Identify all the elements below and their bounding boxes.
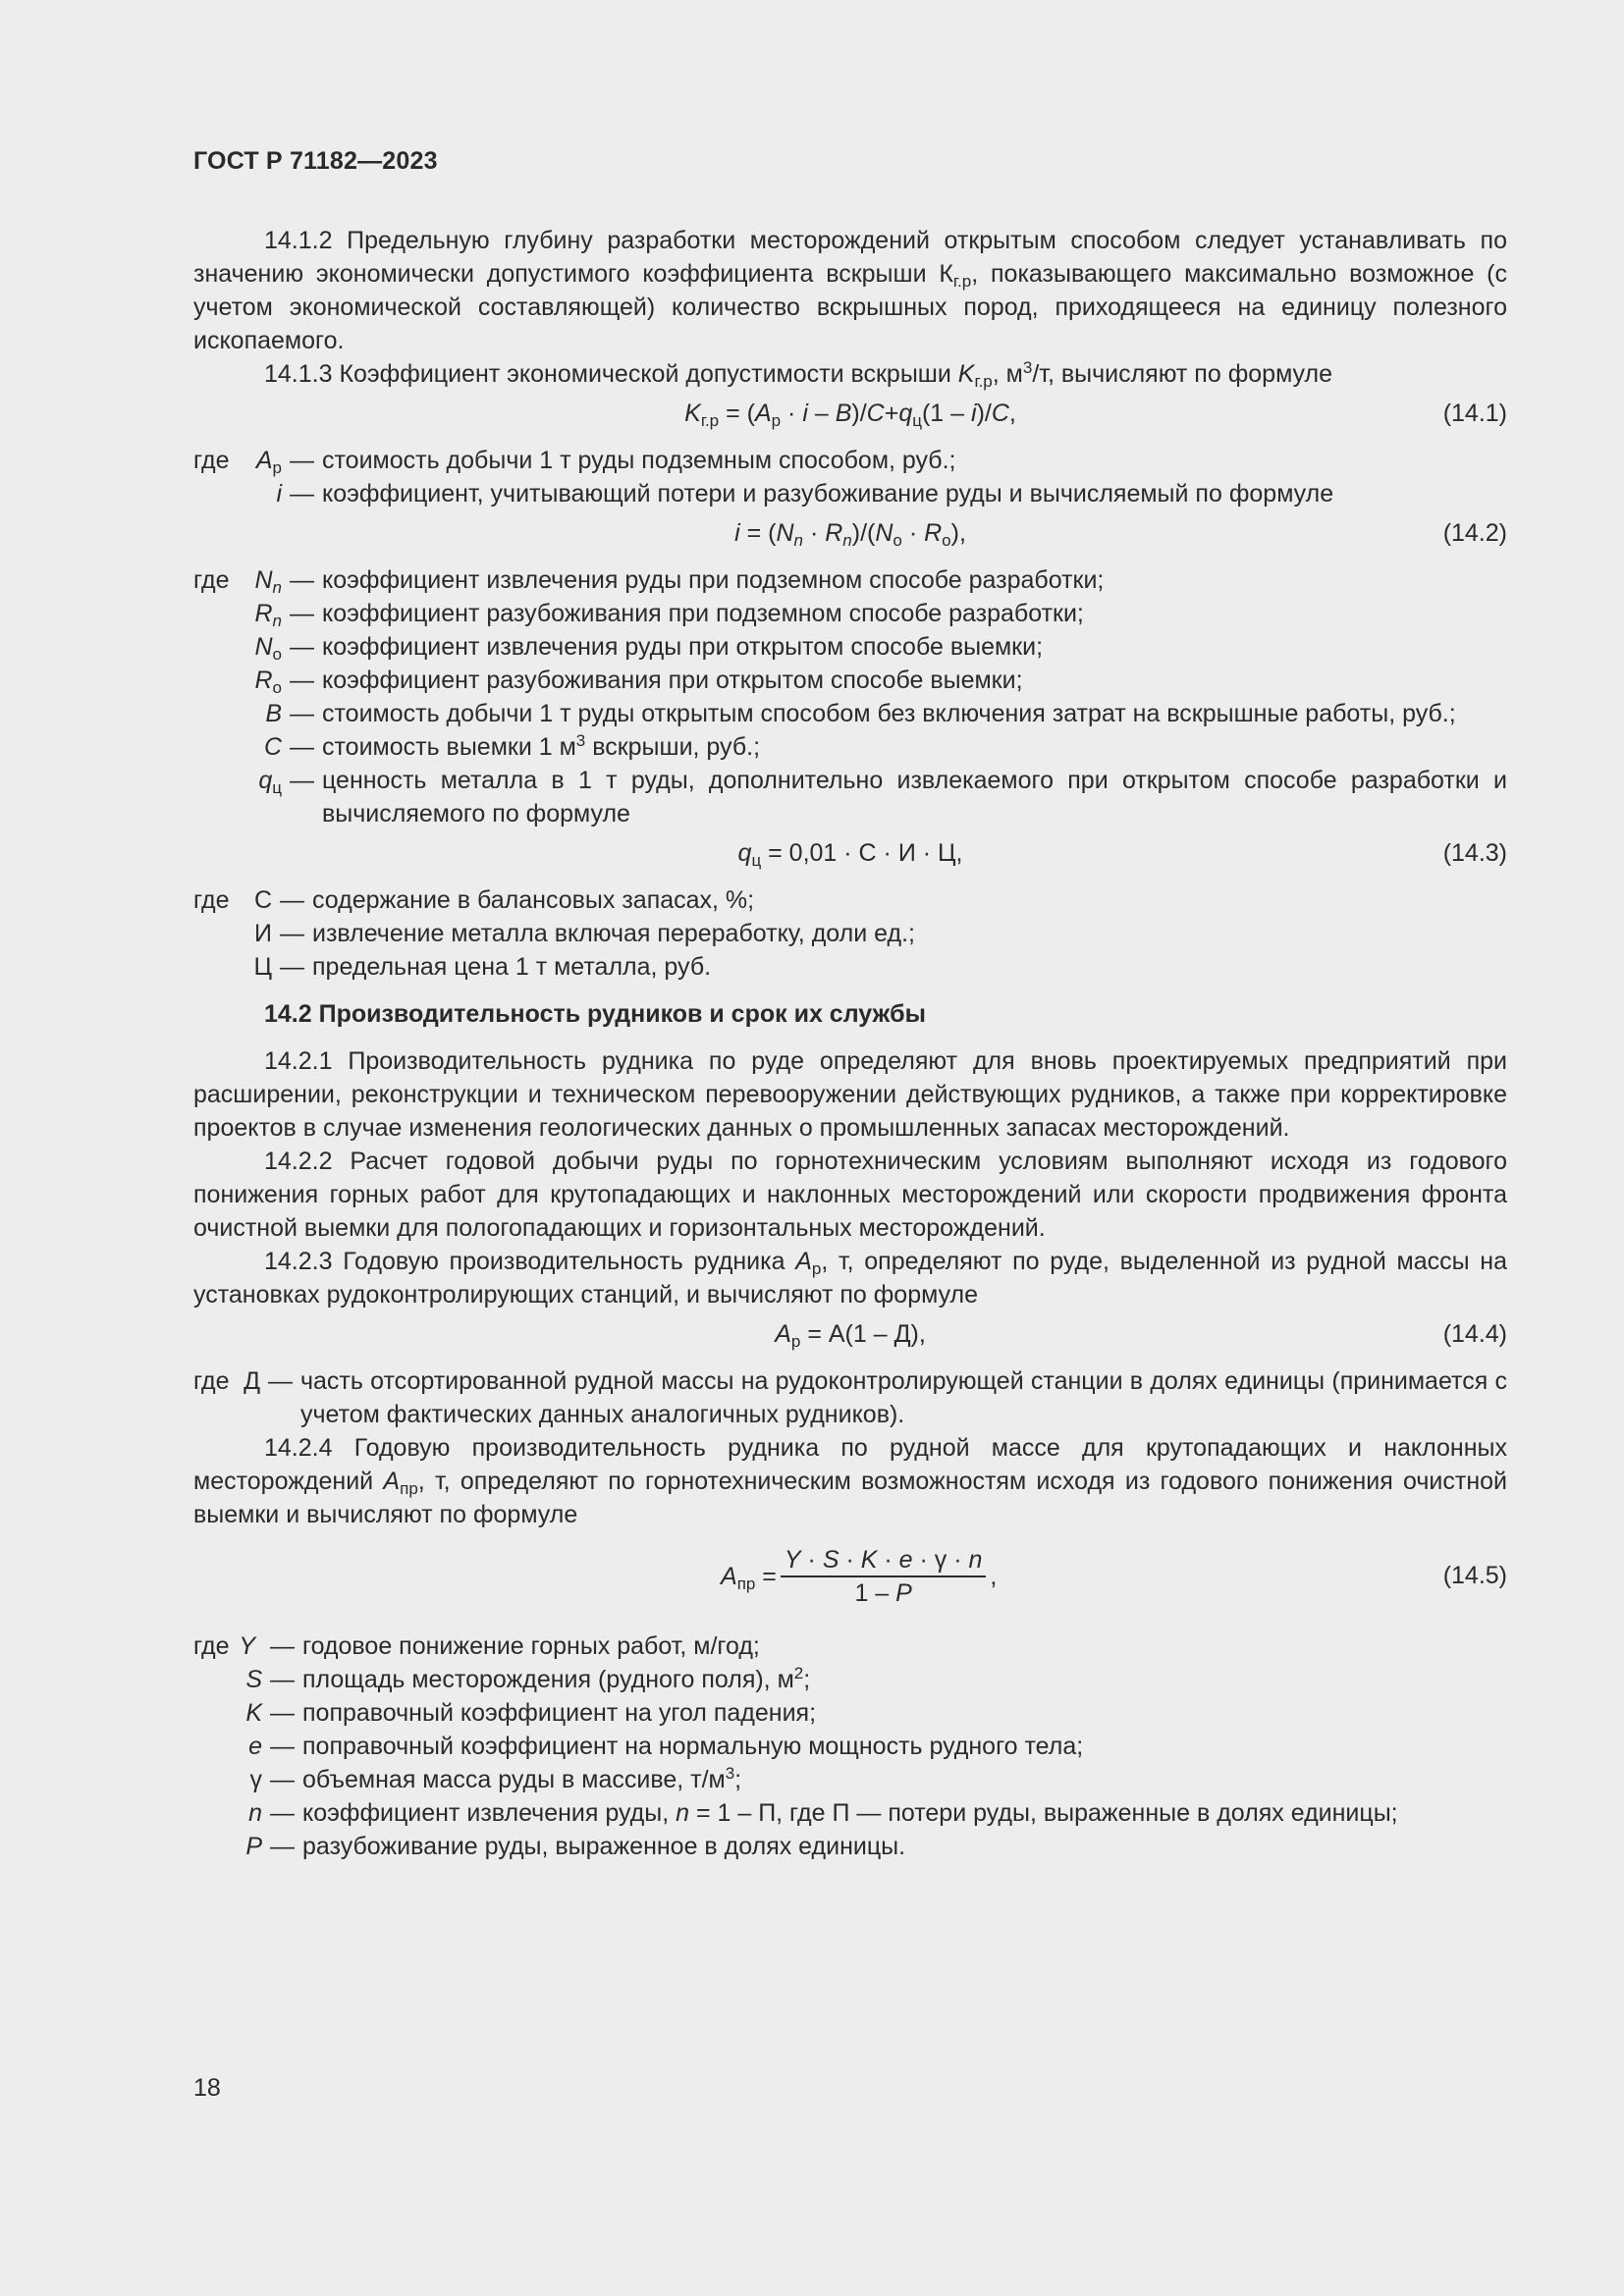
definition-item: где Д — часть отсортированной рудной массы на рудоконтролирующей станции в долях единицы (принимается с учетом фактических данных аналогичных рудников). <box>193 1367 1507 1428</box>
definition-item: $N_о$ — коэффициент извлечения руды при открытом способе выемки; <box>254 633 1044 664</box>
document-header: ГОСТ Р 71182—2023 <box>193 147 438 175</box>
formula-14-2: $i = (N_n \cdot R_n)/(N_о \cdot R_о)$, (14.2) <box>193 516 1507 550</box>
document-body <box>193 224 1507 1863</box>
formula-14-1: $K_{г.р} = (A_р \cdot i - B)/C+q_ц(1 - i)/C$, (14.1) <box>193 397 1507 430</box>
definition-item: i — коэффициент, учитывающий потери и разубоживание руды и вычисляемый по формуле <box>276 480 1334 507</box>
definitions-14-1 <box>193 444 1507 510</box>
formula-number: (14.1) <box>1442 400 1507 427</box>
formula-14-5: $A_{пр}$ = $\frac{Y \cdot S \cdot K \cdot e \cdot \gamma \cdot n}{1 - P}$ , (14.5) <box>721 1546 1507 1607</box>
definition-item: $q_ц$ — ценность металла в 1 т руды, дополнительно извлекаемого при открытом способе разработки и вычисляемого по формуле <box>258 767 1507 828</box>
definition-item: $R_n$ — коэффициент разубоживания при подземном способе разработки; <box>254 600 1084 630</box>
definitions-14-4 <box>193 1364 1507 1431</box>
section-heading-14-2: 14.2 Производительность рудников и срок их службы <box>264 1000 926 1028</box>
formula-14-3: $q_ц = 0,01 \cdot С \cdot И \cdot Ц$, (14.3) <box>193 836 1507 870</box>
definition-item: e — поправочный коэффициент на нормальную мощность рудного тела; <box>248 1733 1084 1760</box>
formula-number: (14.4) <box>1442 1320 1507 1348</box>
formula-number: (14.5) <box>1442 1562 1507 1589</box>
definitions-14-3 <box>193 883 1507 984</box>
formula-number: (14.3) <box>1442 839 1507 867</box>
formula-14-4: $A_р = А(1 - Д)$, (14.4) <box>193 1317 1507 1351</box>
definition-item: n — коэффициент извлечения руды, n = 1 – П, где П — потери руды, выраженные в долях единицы; <box>248 1799 1398 1827</box>
definition-item: $R_о$ — коэффициент разубоживания при открытом способе выемки; <box>254 667 1023 697</box>
formula-number: (14.2) <box>1442 519 1507 547</box>
paragraph-14-2-4: 14.2.4 Годовую производительность рудника по рудной массе для крутопадающих и наклонных месторождений $A_{пр}$, т, определяют по горнотехническим возможностям исходя из годового понижения очистной выемки и вычисляют по формуле <box>193 1434 1507 1528</box>
paragraph-14-2-3: 14.2.3 Годовую производительность рудника $A_р$, т, определяют по руде, выделенной из рудной массы на установках рудоконтролирующих станций, и вычисляют по формуле <box>193 1248 1507 1308</box>
definition-item: Ц — предельная цена 1 т металла, руб. <box>253 953 712 981</box>
paragraph-14-2-1: 14.2.1 Производительность рудника по руде определяют для вновь проектируемых предприятий при расширении, реконструкции и техническом перевооружении действующих рудников, а также при корректировке проектов в случае изменения геологических данных о промышленных запасах месторождений. <box>193 1047 1507 1142</box>
definition-item: P — разубоживание руды, выраженное в долях единицы. <box>245 1833 906 1860</box>
definition-item: где С — содержание в балансовых запасах, %; <box>193 886 755 914</box>
definition-item: γ — объемная масса руды в массиве, $т/м^3$; <box>249 1764 742 1793</box>
page-number: 18 <box>193 2074 221 2102</box>
definition-item: где $N_n$ — коэффициент извлечения руды при подземном способе разработки; <box>193 566 1105 597</box>
definition-item: где Y — годовое понижение горных работ, м/год; <box>193 1632 760 1660</box>
definition-item: где $A_р$ — стоимость добычи 1 т руды подземным способом, руб.; <box>193 447 956 477</box>
definitions-14-5 <box>193 1629 1507 1863</box>
definition-item: B — стоимость добычи 1 т руды открытым способом без включения затрат на вскрышные работы, руб.; <box>265 700 1456 727</box>
paragraph-14-2-2: 14.2.2 Расчет годовой добычи руды по горнотехническим условиям выполняют исходя из годового понижения горных работ для крутопадающих и наклонных месторождений или скорости продвижения фронта очистной выемки для пологопадающих и горизонтальных месторождений. <box>193 1148 1507 1242</box>
definition-item: K — поправочный коэффициент на угол падения; <box>245 1699 817 1727</box>
definition-item: И — извлечение металла включая переработку, доли ед.; <box>254 920 915 947</box>
paragraph-14-1-2: 14.1.2 Предельную глубину разработки месторождений открытым способом следует устанавливать по значению экономически допустимого коэффициента вскрыши $К_{г.р}$, показывающего максимально возможное (с учетом экономической составляющей) количество вскрышных пород, приходящееся на единицу полезного ископаемого. <box>193 227 1508 354</box>
definition-item: S — площадь месторождения (рудного поля), $м^2$; <box>245 1664 811 1693</box>
definition-item: C — стоимость выемки 1 $м^3$ вскрыши, руб.; <box>263 731 761 761</box>
paragraph-14-1-3: 14.1.3 Коэффициент экономической допустимости вскрыши $K_{г.р}$, $м^3/т$, вычисляют по формуле <box>264 358 1332 391</box>
definitions-14-2 <box>193 563 1507 830</box>
